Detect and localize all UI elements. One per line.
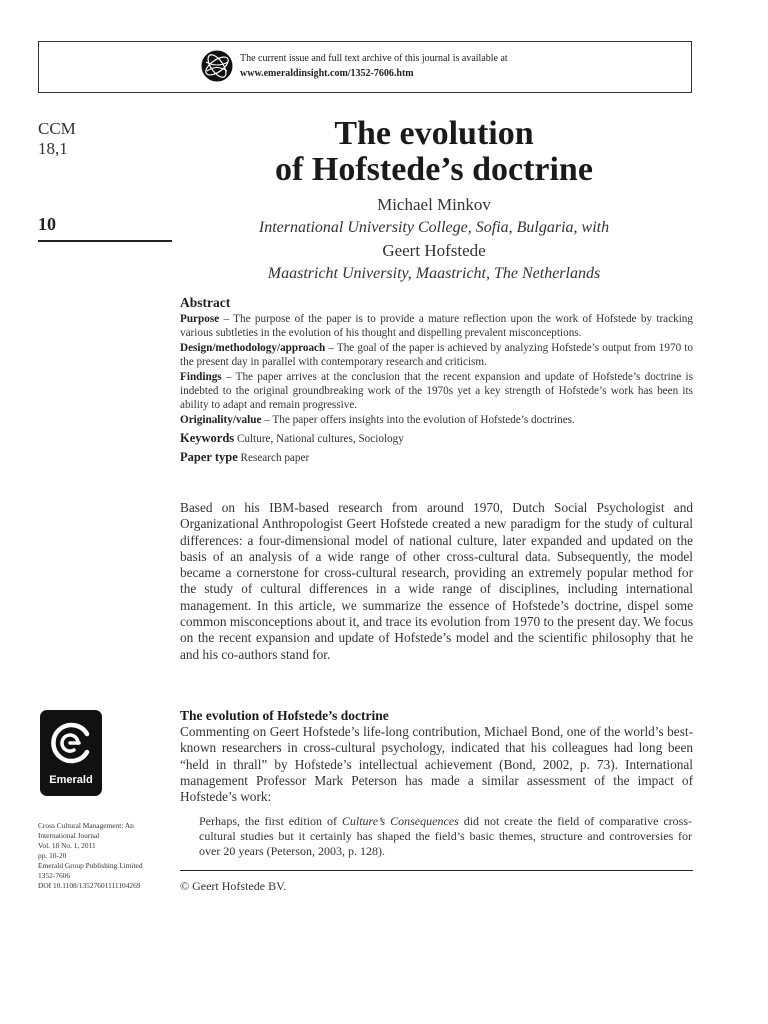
quote-book-title: Culture’s Consequences [341,814,459,828]
page-number: 10 [38,214,56,234]
block-quote [199,814,692,859]
journal-banner [38,41,692,93]
abstract [180,294,693,466]
abstract-design [180,341,693,369]
journal-url-link[interactable]: www.emeraldinsight.com/1352-7606.htm [240,68,414,79]
pubinfo-line: Vol. 18 No. 1, 2011 [38,841,96,850]
abstract-heading: Abstract [180,295,231,310]
copyright-note: © Geert Hofstede BV. [180,879,287,893]
section-heading: The evolution of Hofstede’s doctrine [180,708,389,723]
abstract-paper-type [180,450,693,465]
author-affiliation: International University College, Sofia, Bulgaria, with [258,219,610,236]
globe-icon [201,50,233,82]
originality-text: – The paper offers insights into the evolution of Hofstede’s doctrines. [261,414,575,426]
pubinfo-line: International Journal [38,831,100,840]
section-paragraph: Commenting on Geert Hofstede’s life-long contribution, Michael Bond, one of the world’s best-known researchers in cross-cultural psychology, indicated that his colleagues had long been “held in thrall” by Hofstede’s intellectual achievement (Bond, 2002, p. 73). International management Professor Mark Peterson has made a similar assessment of the impact of Hofstede’s work: [180,724,693,805]
design-label: Design/methodology/approach [180,342,326,354]
publication-info [38,821,173,891]
intro-paragraph: Based on his IBM-based research from around 1970, Dutch Social Psychologist and Organizational Anthropologist Geert Hofstede created a new paradigm for the study of cultural differences: a four-dimensional model of national culture, later expanded and updated on the basis of an analysis of a wide range of other cross-cultural data. Subsequently, the model became a cornerstone for cross-cultural research, providing an extremely popular method for the study of cultural differences in a wide range of disciplines, including international management. In this article, we summarize the essence of Hofstede’s doctrine, dispel some common misconceptions about it, and trace its evolution from 1970 to the present day. We focus on the recent expansion and update of Hofstede’s model and the scientific philosophy that he and his co-authors stand for. [180,500,693,662]
paper-type-text: Research paper [237,452,310,464]
author-affiliation: Maastricht University, Maastricht, The Netherlands [267,265,601,282]
author-name: Michael Minkov [377,195,491,214]
volume-issue: 18,1 [38,139,68,158]
pubinfo-line: DOI 10.1108/13527601111104269 [38,881,141,890]
purpose-label: Purpose [180,313,220,325]
author-block [200,193,668,285]
keywords-label: Keywords [180,431,235,445]
pubinfo-line: Cross Cultural Management: An [38,821,134,830]
quote-text-end: did not create the field of comparative cross-cultural studies but it certainly has shaped the field’s basic themes, structure and controversies for over 20 years (Peterson, 2003, p. 128). [199,814,692,858]
footnote-rule [180,870,693,871]
title-line-2: of Hofstede’s doctrine [275,151,593,188]
pubinfo-line: Emerald Group Publishing Limited [38,861,143,870]
journal-abbrev: CCM [38,119,76,138]
logo-text: Emerald [49,774,93,786]
pubinfo-line: pp. 10-20 [38,851,67,860]
keywords-text: Culture, National cultures, Sociology [234,433,404,445]
originality-label: Originality/value [180,414,262,426]
banner-text: The current issue and full text archive of this journal is available at [240,53,508,64]
abstract-purpose [180,312,693,340]
author-name: Geert Hofstede [382,241,486,260]
abstract-originality [180,413,693,427]
emerald-logo-icon [48,720,94,766]
paper-type-label: Paper type [180,450,238,464]
title-line-1: The evolution [334,115,534,152]
abstract-findings [180,370,693,412]
journal-code [38,119,76,159]
purpose-text: – The purpose of the paper is to provide a mature reflection upon the work of Hofstede by tracking various subtleties in the evolution of his thought and dispelling prevalent misconceptions. [180,313,693,339]
quote-text-start: Perhaps, the first edition of [199,814,342,828]
findings-text: – The paper arrives at the conclusion that the recent expansion and update of Hofstede’s doctrine is indebted to the original groundbreaking work of the 1970s yet a key strength of Hofstede’s work has been its ability to adapt and remain progressive. [180,371,693,411]
page-number-rule [38,240,172,242]
section-evolution [180,707,693,805]
abstract-keywords [180,431,693,446]
paper-title [200,116,668,188]
design-text: – The goal of the paper is achieved by analyzing Hofstede’s output from 1970 to the present day in parallel with contemporary research and criticism. [180,342,693,368]
emerald-logo [40,710,102,796]
findings-label: Findings [180,371,222,383]
pubinfo-line: 1352-7606 [38,871,71,880]
